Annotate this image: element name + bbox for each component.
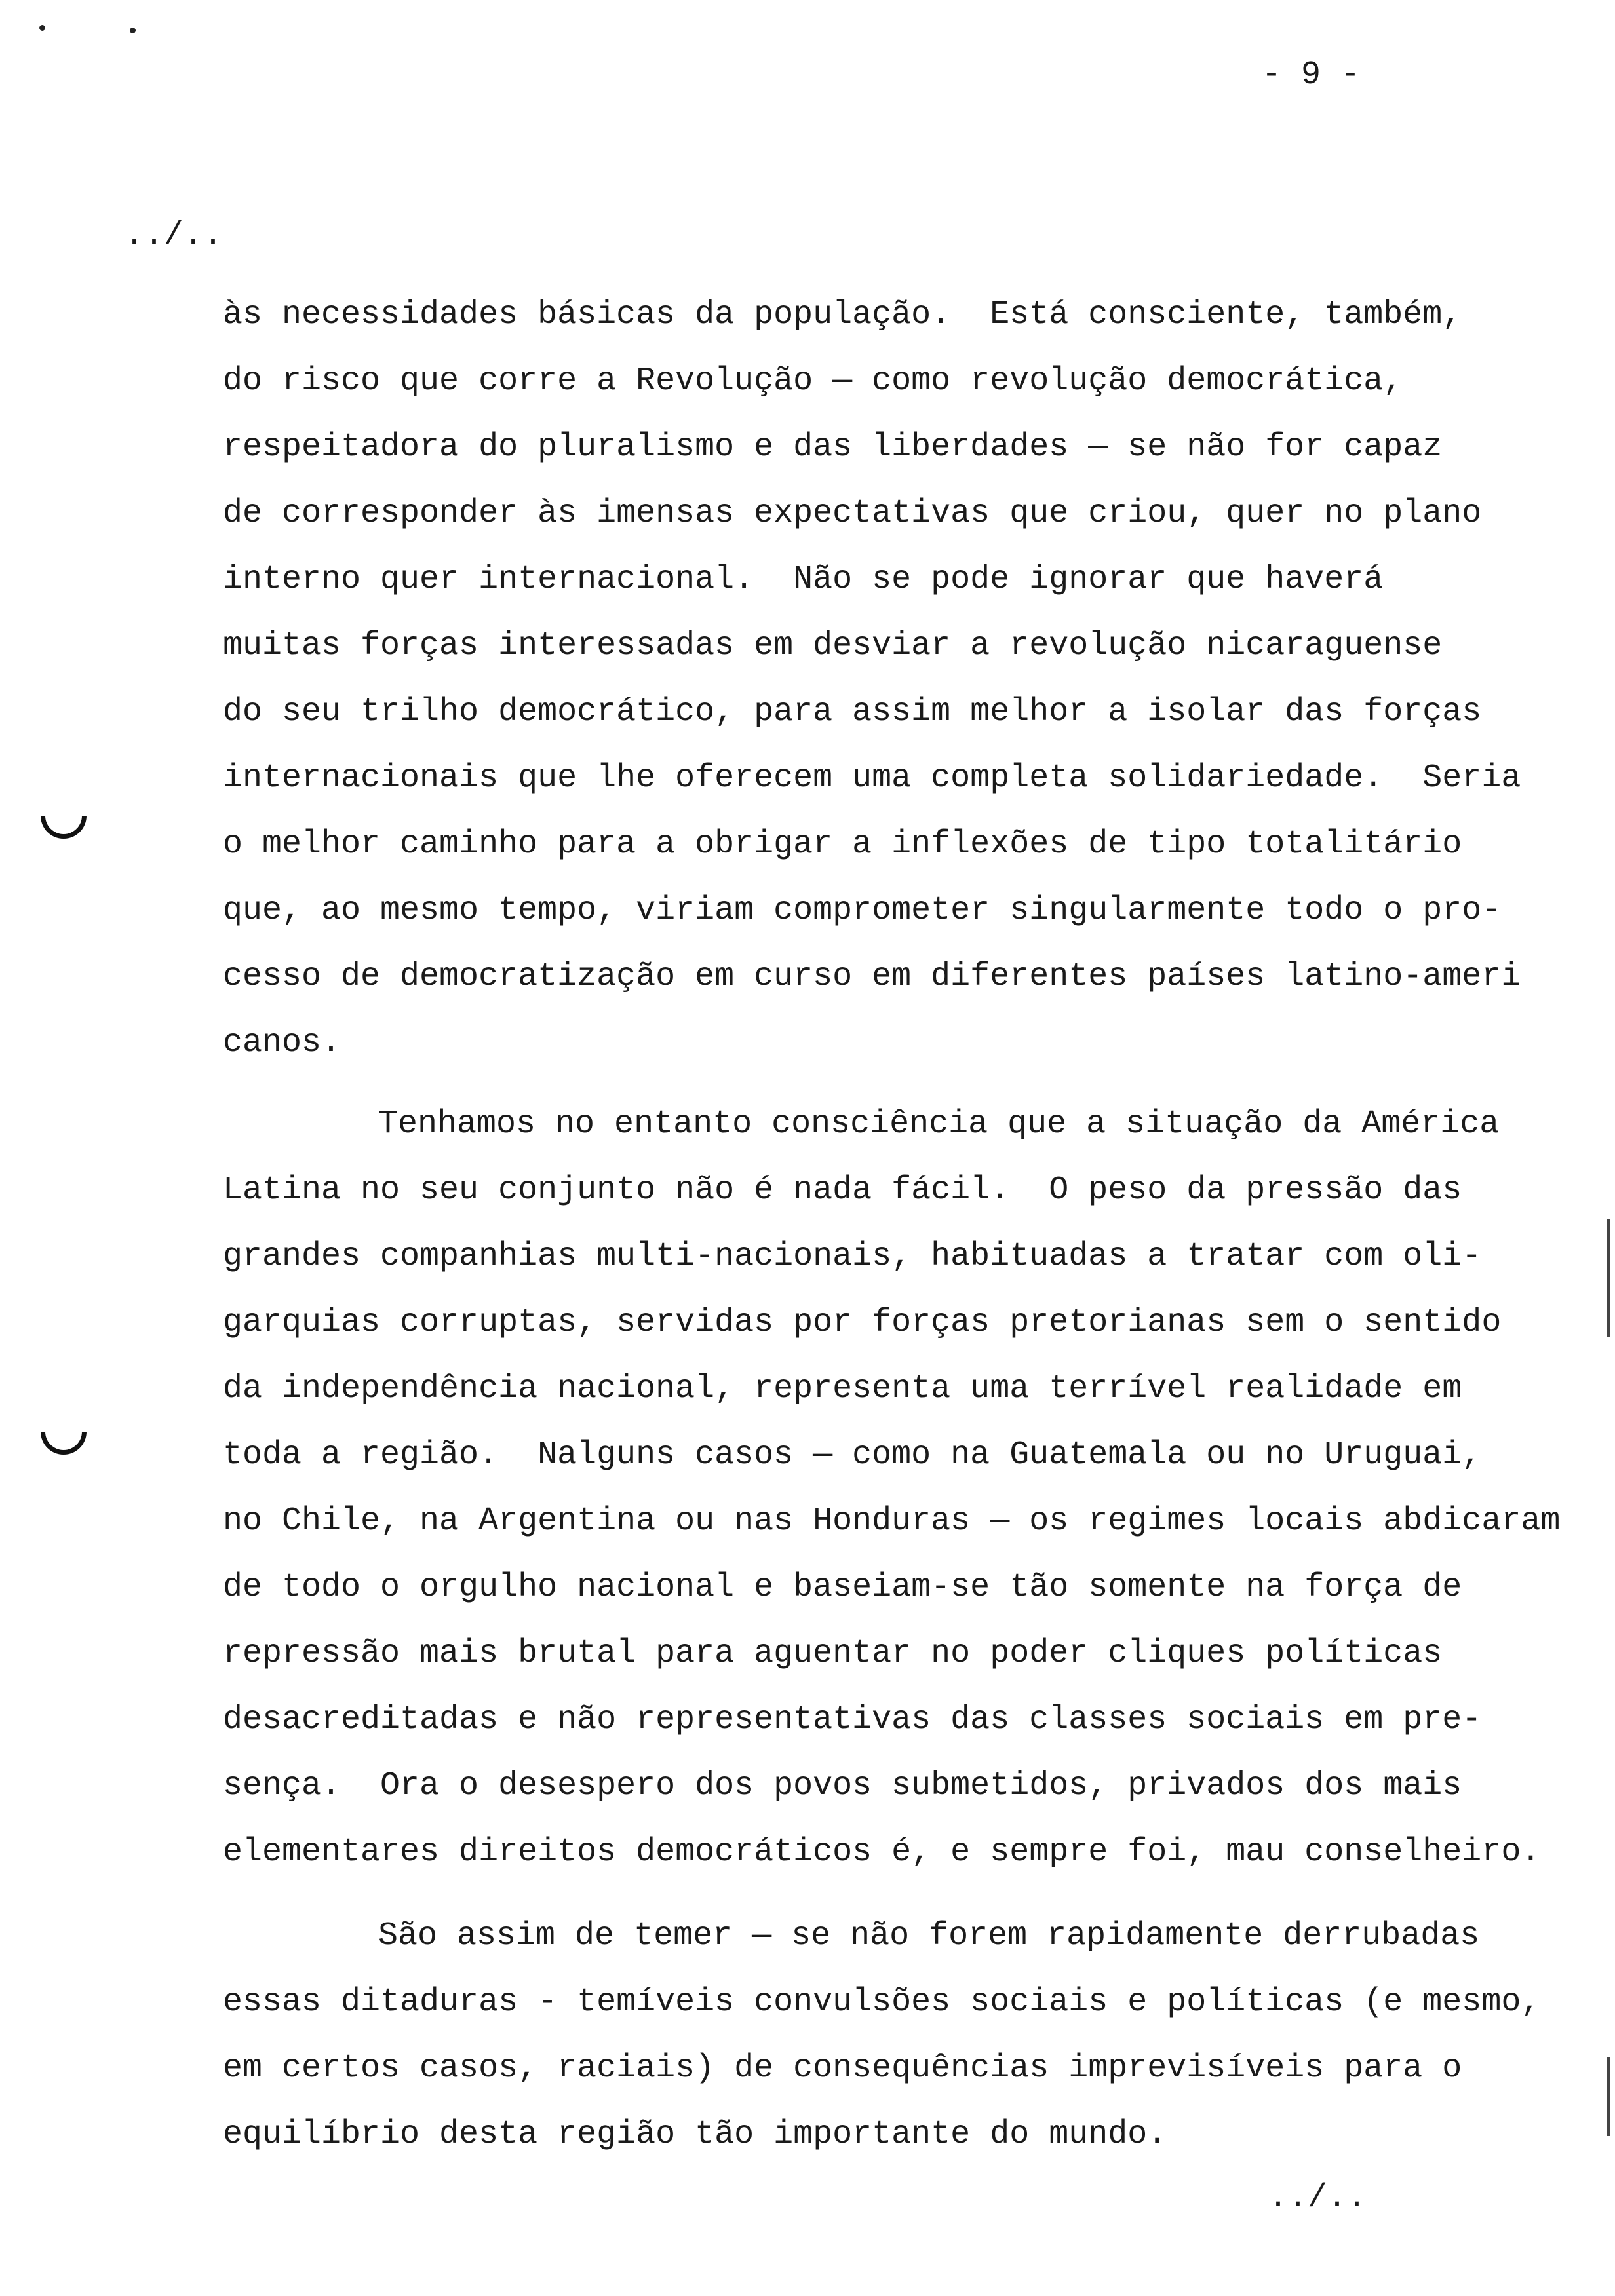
text-line: Tenhamos no entanto consciência que a situação da América bbox=[378, 1105, 1500, 1143]
continuation-mark-bottom: ../.. bbox=[1268, 2179, 1367, 2217]
continuation-mark-top: ../.. bbox=[125, 217, 224, 254]
text-line: Latina no seu conjunto não é nada fácil. O peso da pressão das bbox=[223, 1172, 1462, 1209]
paragraph-1 bbox=[223, 282, 1599, 1076]
text-line: no Chile, na Argentina ou nas Honduras — os regimes locais abdicaram bbox=[223, 1502, 1561, 1540]
text-line: essas ditaduras - temíveis convulsões sociais e políticas (e mesmo, bbox=[223, 1983, 1541, 2021]
text-line: do seu trilho democrático, para assim melhor a isolar das forças bbox=[223, 693, 1482, 731]
text-line: cesso de democratização em curso em diferentes países latino-ameri bbox=[223, 958, 1521, 995]
text-line: às necessidades básicas da população. Está consciente, também, bbox=[223, 296, 1462, 334]
text-line: equilíbrio desta região tão importante do mundo. bbox=[223, 2116, 1167, 2153]
text-line: São assim de temer — se não forem rapidamente derrubadas bbox=[378, 1917, 1480, 1955]
text-line: sença. Ora o desespero dos povos submetidos, privados dos mais bbox=[223, 1767, 1462, 1805]
text-line: grandes companhias multi-nacionais, habituadas a tratar com oli- bbox=[223, 1238, 1482, 1275]
scan-speck bbox=[130, 28, 136, 33]
text-line: toda a região. Nalguns casos — como na Guatemala ou no Uruguai, bbox=[223, 1436, 1482, 1474]
hole-punch-mark bbox=[41, 816, 87, 839]
text-line: da independência nacional, representa uma terrível realidade em bbox=[223, 1370, 1462, 1407]
text-line: interno quer internacional. Não se pode ignorar que haverá bbox=[223, 561, 1384, 598]
text-line: muitas forças interessadas em desviar a revolução nicaraguense bbox=[223, 627, 1443, 664]
scan-speck bbox=[39, 25, 45, 31]
text-line: de corresponder às imensas expectativas que criou, quer no plano bbox=[223, 495, 1482, 532]
page-number: - 9 - bbox=[1262, 56, 1361, 94]
text-line: em certos casos, raciais) de consequências imprevisíveis para o bbox=[223, 2050, 1462, 2087]
scan-edge-line bbox=[1607, 2057, 1610, 2136]
scan-edge-line bbox=[1607, 1219, 1610, 1337]
text-line: elementares direitos democráticos é, e sempre foi, mau conselheiro. bbox=[223, 1833, 1541, 1871]
text-line: desacreditadas e não representativas das classes sociais em pre- bbox=[223, 1701, 1482, 1738]
text-line: o melhor caminho para a obrigar a inflexões de tipo totalitário bbox=[223, 826, 1462, 863]
text-line: respeitadora do pluralismo e das liberdades — se não for capaz bbox=[223, 429, 1443, 466]
text-line: internacionais que lhe oferecem uma completa solidariedade. Seria bbox=[223, 759, 1521, 797]
hole-punch-mark bbox=[41, 1432, 87, 1455]
paragraph-2 bbox=[223, 1091, 1599, 1885]
text-line: repressão mais brutal para aguentar no poder cliques políticas bbox=[223, 1635, 1443, 1672]
paragraph-3 bbox=[223, 1903, 1599, 2168]
text-line: canos. bbox=[223, 1024, 341, 1062]
text-line: de todo o orgulho nacional e baseiam-se tão somente na força de bbox=[223, 1569, 1462, 1606]
text-line: que, ao mesmo tempo, viriam comprometer singularmente todo o pro- bbox=[223, 892, 1502, 929]
text-line: garquias corruptas, servidas por forças pretorianas sem o sentido bbox=[223, 1304, 1502, 1341]
text-line: do risco que corre a Revolução — como revolução democrática, bbox=[223, 362, 1403, 400]
